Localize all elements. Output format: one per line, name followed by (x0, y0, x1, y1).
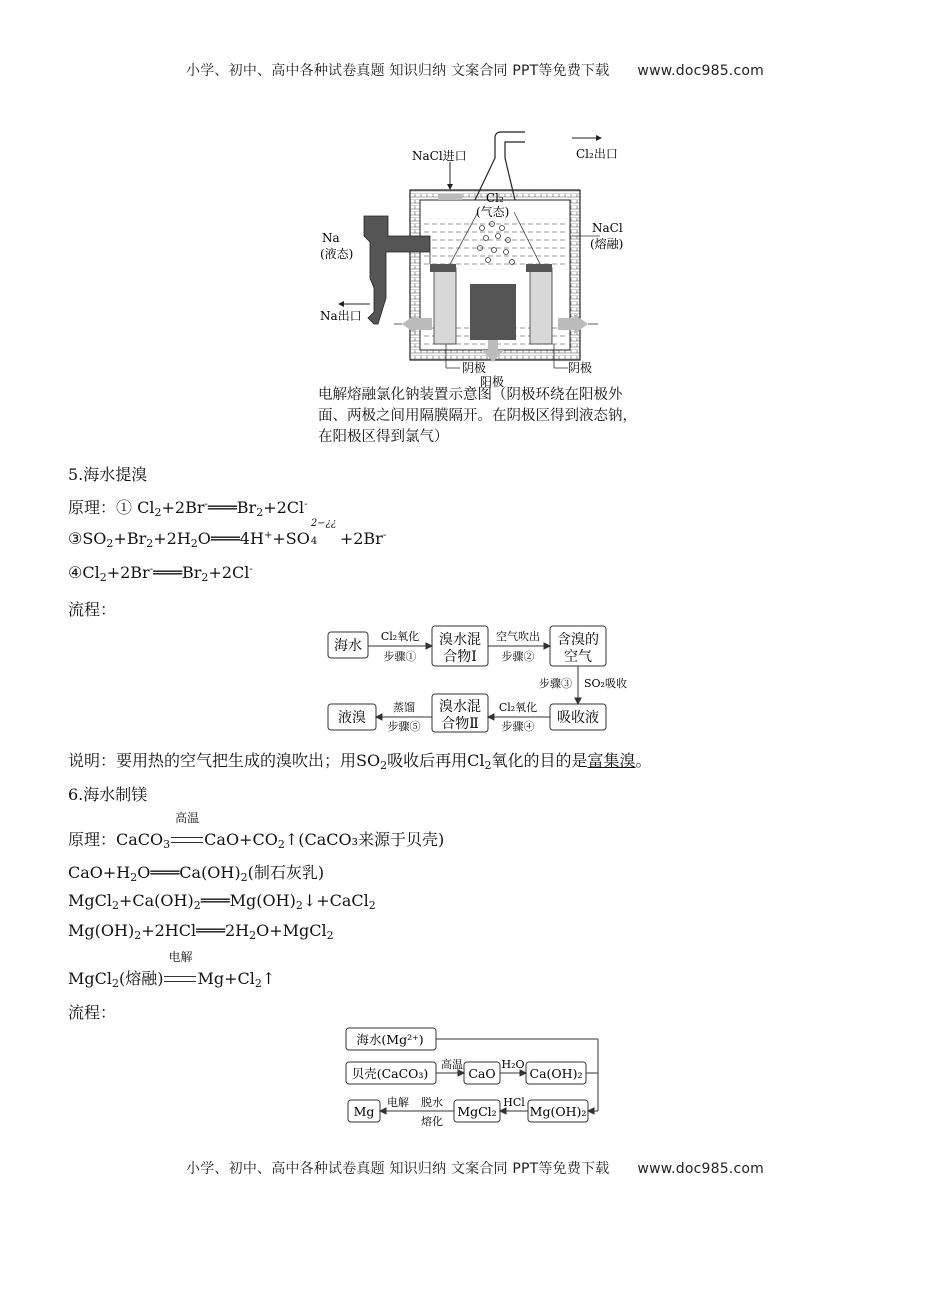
mg-flow-h2o: H₂O (501, 1058, 525, 1071)
label-liquid: (液态) (320, 247, 354, 261)
section5-heading: 5.海水提溴 (68, 465, 148, 484)
flow-liquid-br: 液溴 (338, 710, 366, 726)
header-site: www.doc985.com (637, 63, 764, 79)
step2-top: 空气吹出 (496, 630, 540, 643)
flow-mix2-a: 溴水混 (439, 699, 481, 715)
flow-absorb: 吸收液 (557, 710, 599, 726)
step5-top: 蒸馏 (393, 701, 415, 714)
section6-flow-label: 流程： (68, 1003, 117, 1022)
bromine-flow-diagram (322, 624, 642, 734)
flow-mix1-b: 合物Ⅰ (443, 649, 477, 665)
section5-eq1: 原理：① $Cl_2+2Br^-═══Br_2+2Cl^-$ (68, 498, 308, 519)
cathode-left (434, 268, 456, 344)
label-nacl: NaCl (592, 221, 623, 235)
flow-air-b: 空气 (564, 649, 592, 665)
label-cl2: Cl₂ (486, 191, 504, 205)
section6-eq5: MgCl$_2$(熔融) 电解 $Mg+Cl_2↑$ (68, 950, 276, 990)
mg-flow-mgcl2: MgCl₂ (457, 1104, 497, 1119)
label-molten: (熔融) (590, 237, 624, 251)
label-cathode-right: 阴极 (568, 361, 593, 375)
page-footer (0, 1158, 950, 1178)
page-header (0, 60, 950, 80)
mg-flow-caoh2: Ca(OH)₂ (529, 1066, 583, 1081)
step2-bot: 步骤② (501, 650, 535, 663)
mg-flow-high-temp: 高温 (441, 1058, 463, 1071)
mg-flow-mgoh2: Mg(OH)₂ (529, 1104, 587, 1119)
step4-top: Cl₂氧化 (498, 701, 538, 714)
mg-flow-seawater: 海水(Mg²⁺) (356, 1032, 424, 1047)
step3-left: 步骤③ (539, 677, 572, 690)
step1-bot: 步骤① (383, 650, 417, 663)
magnesium-flow-diagram (340, 1024, 620, 1128)
mg-flow-cao: CaO (468, 1066, 496, 1081)
label-cl2-outlet: Cl₂出口 (576, 147, 618, 161)
label-na-outlet: Na出口 (320, 309, 362, 323)
mg-flow-melt: 熔化 (421, 1115, 443, 1128)
flow-mix1-a: 溴水混 (439, 632, 481, 648)
label-na: Na (322, 231, 340, 245)
step3-right: SO₂吸收 (584, 677, 627, 690)
anode (470, 284, 516, 340)
flow-seawater: 海水 (334, 638, 362, 654)
mg-flow-mg: Mg (353, 1104, 375, 1119)
section5-eq4: $④Cl_2+2Br^-═══Br_2+2Cl^-$ (68, 563, 253, 584)
header-title: 小学、初中、高中各种试卷真题 知识归纳 文案合同 PPT等免费下载 (186, 63, 610, 79)
mg-flow-dehydrate: 脱水 (421, 1096, 443, 1109)
mg-flow-shell: 贝壳(CaCO₃) (351, 1066, 429, 1081)
flow-air-a: 含溴的 (557, 632, 599, 648)
label-nacl-inlet: NaCl进口 (412, 149, 467, 163)
footer-site: www.doc985.com (637, 1161, 764, 1177)
section6-eq1: 原理：CaCO$_3$ 高温 $CaO+CO_2↑(CaCO_3$来源于贝壳) (68, 811, 445, 851)
mg-flow-hcl: HCl (503, 1096, 525, 1109)
section6-heading: 6.海水制镁 (68, 785, 148, 804)
step1-top: Cl₂氧化 (380, 630, 420, 643)
step4-bot: 步骤④ (501, 720, 535, 733)
electrolysis-apparatus-diagram (310, 128, 650, 390)
label-anode: 阳极 (480, 375, 505, 389)
step5-bot: 步骤⑤ (387, 720, 421, 733)
label-gas-state: (气态) (476, 205, 510, 219)
footer-title: 小学、初中、高中各种试卷真题 知识归纳 文案合同 PPT等免费下载 (186, 1161, 610, 1177)
label-cathode-left: 阴极 (462, 361, 487, 375)
section6-eq2: $CaO+H_2O═══Ca(OH)_2$(制石灰乳) (68, 863, 325, 884)
mg-flow-electrolysis: 电解 (387, 1096, 409, 1109)
section5-note: 说明：要用热的空气把生成的溴吹出；用$SO_2$吸收后再用$Cl_2$氧化的目的是富集溴。 (68, 751, 652, 772)
section6-eq3: $MgCl_2+Ca(OH)_2═══Mg(OH)_2↓+CaCl_2$ (68, 891, 376, 912)
section5-flow-label: 流程： (68, 600, 117, 619)
section5-eq3: $③SO_2+Br_2+2H_2O═══4H^++SO$ 2−¿¿ 4 +2Br- (68, 518, 387, 550)
flow-mix2-b: 合物Ⅱ (441, 716, 479, 732)
cathode-right (530, 268, 552, 344)
section6-eq4: $Mg(OH)_2+2HCl═══2H_2O+MgCl_2$ (68, 921, 334, 942)
apparatus-caption: 电解熔融氯化钠装置示意图（阴极环绕在阳极外面、两极之间用隔膜隔开。在阴极区得到液态钠，在阳极区得到氯气） (318, 387, 637, 445)
